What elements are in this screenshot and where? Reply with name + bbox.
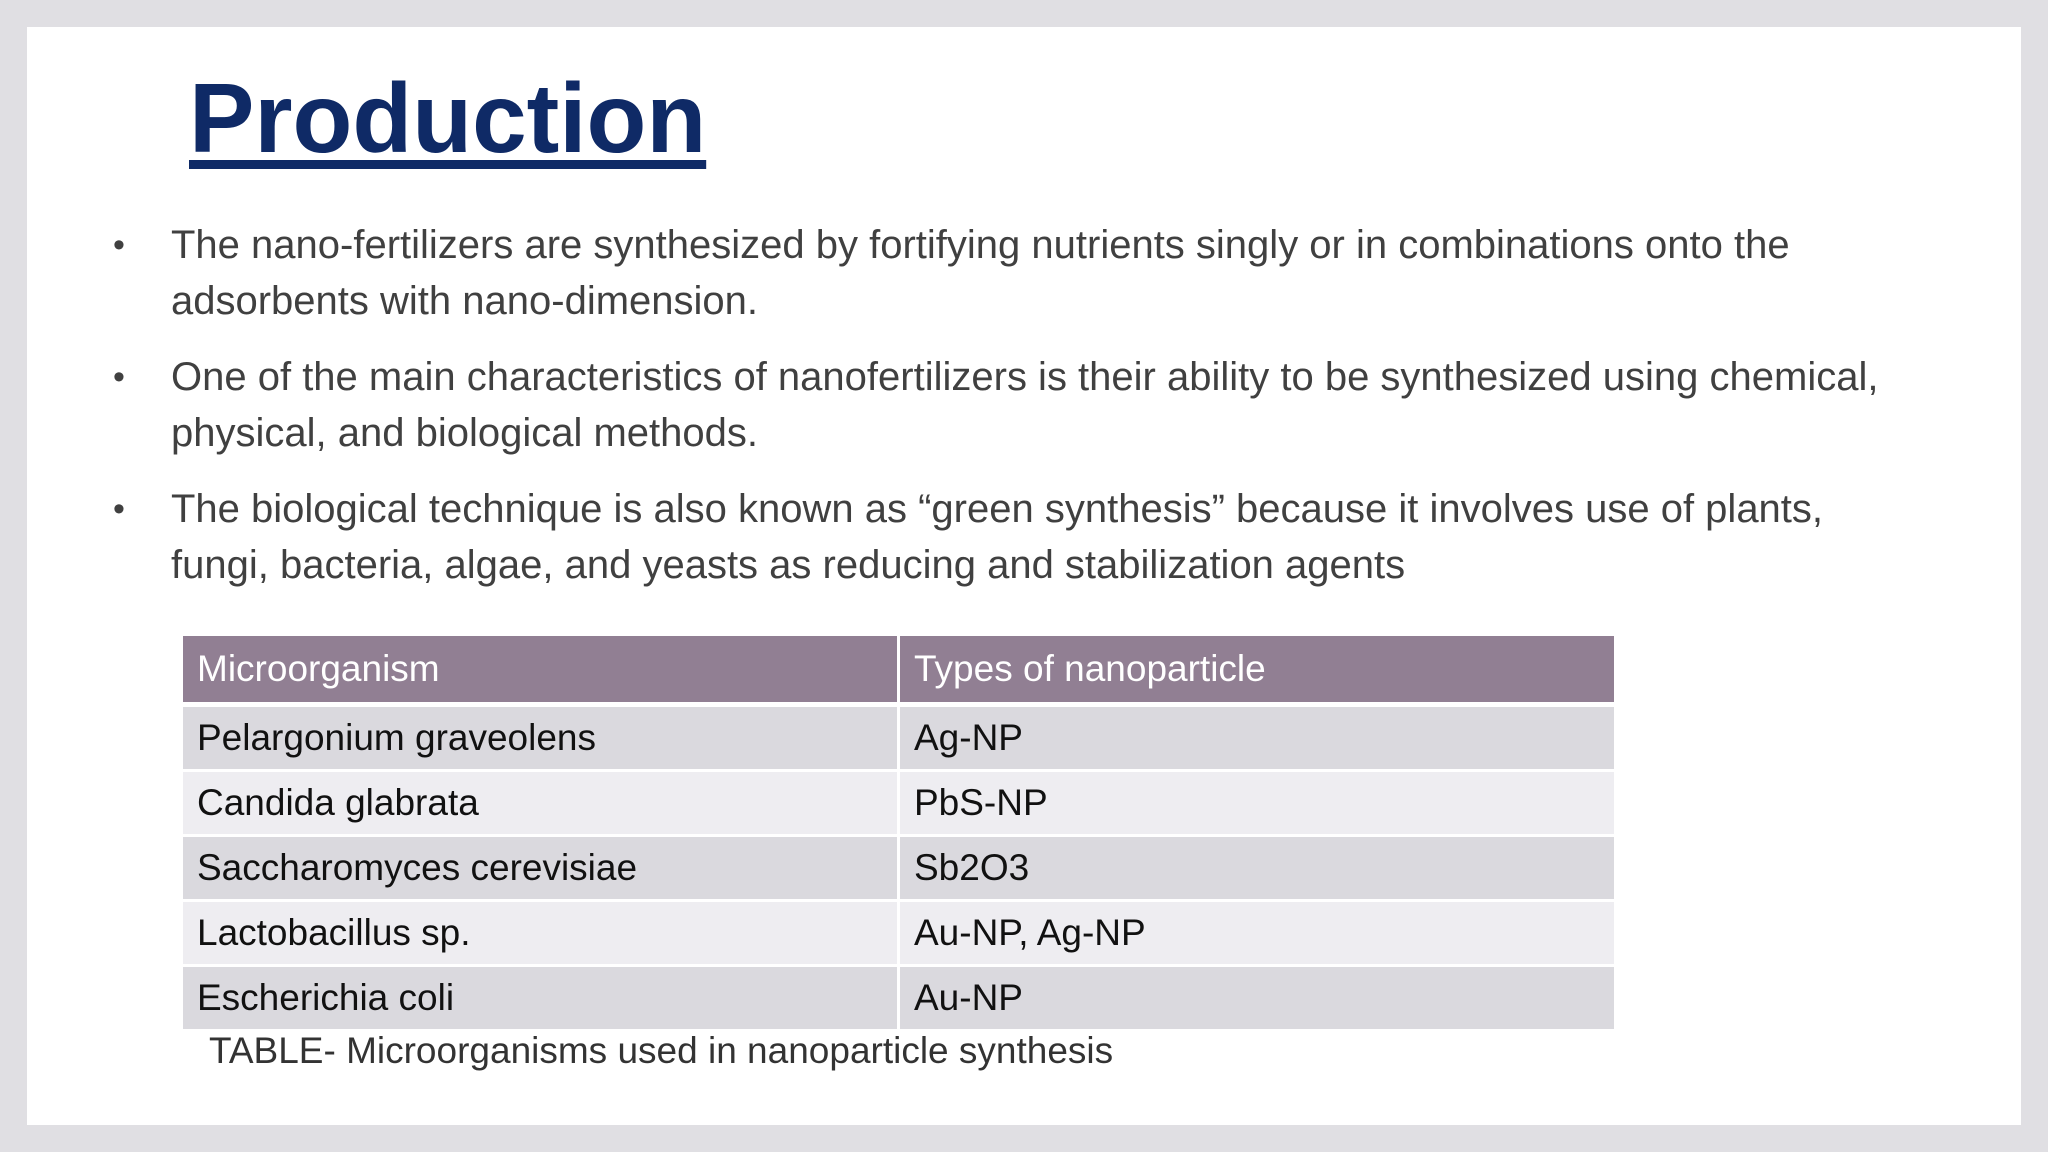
table-row xyxy=(183,901,1614,966)
cell-nanoparticle: Ag-NP xyxy=(899,705,1615,771)
microorganism-table xyxy=(183,636,1614,1032)
cell-nanoparticle: Au-NP xyxy=(899,966,1615,1031)
cell-nanoparticle: Au-NP, Ag-NP xyxy=(899,901,1615,966)
table-header-row xyxy=(183,636,1614,705)
cell-microorganism: Pelargonium graveolens xyxy=(183,705,899,771)
bullet-item xyxy=(27,217,1891,329)
cell-microorganism: Lactobacillus sp. xyxy=(183,901,899,966)
header-nanoparticle-type: Types of nanoparticle xyxy=(899,636,1615,705)
cell-microorganism: Candida glabrata xyxy=(183,771,899,836)
bullet-list xyxy=(27,217,2021,613)
slide xyxy=(27,27,2021,1125)
bullet-text: The nano-fertilizers are synthesized by fortifying nutrients singly or in combinations onto the adsorbents with nano-dimension. xyxy=(171,223,1790,323)
bullet-text: One of the main characteristics of nanofertilizers is their ability to be synthesized using chemical, physical, and biological methods. xyxy=(171,355,1879,455)
slide-title: Production xyxy=(189,63,707,173)
table-caption: TABLE- Microorganisms used in nanoparticle synthesis xyxy=(209,1030,1114,1071)
bullet-dot-icon: • xyxy=(113,490,125,528)
cell-microorganism: Escherichia coli xyxy=(183,966,899,1031)
data-table xyxy=(183,636,1614,1032)
cell-nanoparticle: Sb2O3 xyxy=(899,836,1615,901)
bullet-item xyxy=(27,349,1891,461)
table-row xyxy=(183,966,1614,1031)
bullet-text: The biological technique is also known as “green synthesis” because it involves use of plants, fungi, bacteria, algae, and yeasts as reducing and stabilization agents xyxy=(171,487,1824,587)
table-row xyxy=(183,771,1614,836)
bullet-dot-icon: • xyxy=(113,358,125,396)
cell-nanoparticle: PbS-NP xyxy=(899,771,1615,836)
cell-microorganism: Saccharomyces cerevisiae xyxy=(183,836,899,901)
table-row xyxy=(183,836,1614,901)
bullet-dot-icon: • xyxy=(113,226,125,264)
bullet-item xyxy=(27,481,1891,593)
header-microorganism: Microorganism xyxy=(183,636,899,705)
table-row xyxy=(183,705,1614,771)
